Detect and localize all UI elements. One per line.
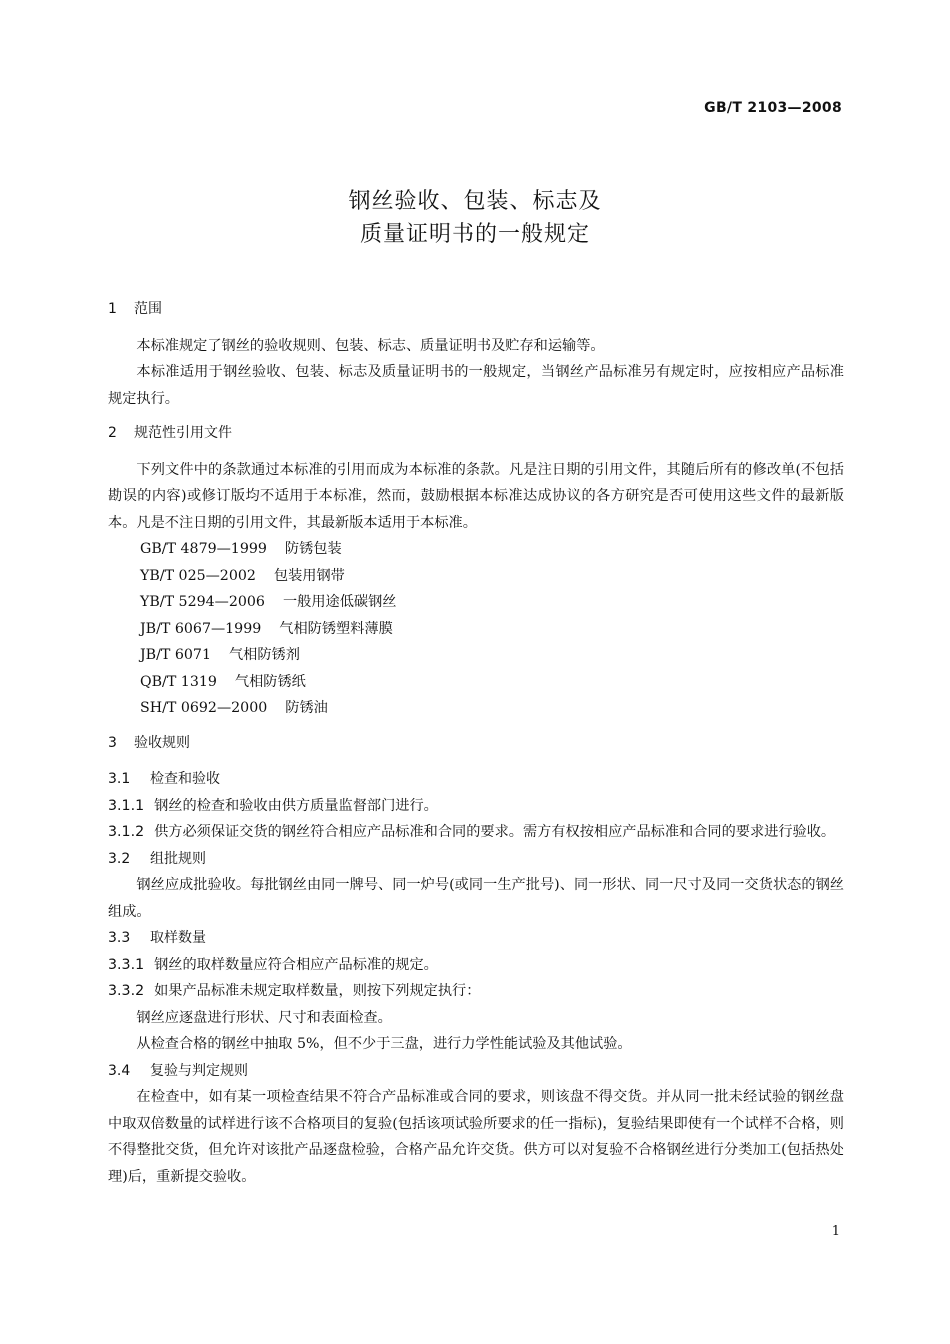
reference-code: QB/T 1319 — [140, 673, 217, 690]
reference-item — [108, 616, 844, 643]
reference-item — [108, 695, 844, 722]
clause-number: 3.3.2 — [108, 983, 145, 999]
page-number: 1 — [831, 1224, 840, 1239]
subsection-3-3-heading — [108, 925, 844, 952]
reference-name: 防锈包装 — [284, 541, 342, 557]
clause-3-3-2 — [108, 978, 844, 1005]
standard-code: GB/T 2103—2008 — [704, 100, 842, 116]
subsection-3-1-heading — [108, 766, 844, 793]
reference-item — [108, 642, 844, 669]
clause-text: 钢丝的取样数量应符合相应产品标准的规定。 — [154, 956, 438, 973]
reference-name: 气相防锈塑料薄膜 — [279, 620, 393, 637]
clause-text: 钢丝的检查和验收由供方质量监督部门进行。 — [154, 797, 438, 814]
paragraph: 本标准适用于钢丝验收、包装、标志及质量证明书的一般规定，当钢丝产品标准另有规定时，应按相应产品标准规定执行。 — [108, 364, 844, 407]
clause-text: 如果产品标准未规定取样数量，则按下列规定执行： — [154, 983, 481, 999]
subsection-title: 组批规则 — [150, 850, 206, 867]
document-body — [108, 296, 844, 1190]
reference-name: 防锈油 — [285, 700, 328, 716]
reference-name: 一般用途低碳钢丝 — [282, 594, 397, 610]
section-3-heading — [108, 730, 844, 757]
paragraph: 钢丝应逐盘进行形状、尺寸和表面检查。 — [136, 1009, 392, 1026]
reference-name: 包装用钢带 — [273, 567, 345, 584]
section-number: 2 — [108, 425, 117, 441]
subsection-title: 复验与判定规则 — [150, 1062, 248, 1079]
reference-list — [108, 536, 844, 722]
clause-number: 3.3.1 — [108, 956, 145, 973]
section-2-heading — [108, 420, 844, 447]
reference-code: JB/T 6071 — [140, 647, 211, 663]
section-title: 验收规则 — [134, 734, 190, 751]
section-number: 1 — [108, 301, 117, 317]
subsection-title: 检查和验收 — [150, 771, 220, 787]
clause-3-3-1 — [108, 952, 844, 979]
section-title: 范围 — [134, 301, 162, 317]
section-number: 3 — [108, 734, 117, 751]
paragraph: 在检查中，如有某一项检查结果不符合产品标准或合同的要求，则该盘不得交货。并从同一批未经试验的钢丝盘中取双倍数量的试样进行该不合格项目的复验(包括该项试验所要求的任一指标)，复验结果即使有一个试样不合格，则不得整批交货，但允许对该批产品逐盘检验，合格产品允许交货。供方可以对复验不合格钢丝进行分类加工(包括热处理)后，重新提交验收。 — [108, 1089, 844, 1185]
paragraph: 钢丝应成批验收。每批钢丝由同一牌号、同一炉号(或同一生产批号)、同一形状、同一尺寸及同一交货状态的钢丝组成。 — [108, 877, 844, 920]
paragraph: 下列文件中的条款通过本标准的引用而成为本标准的条款。凡是注日期的引用文件，其随后所有的修改单(不包括勘误的内容)或修订版均不适用于本标准，然而，鼓励根据本标准达成协议的各方研究是否可使用这些文件的最新版本。凡是不注日期的引用文件，其最新版本适用于本标准。 — [108, 461, 844, 531]
section-title: 规范性引用文件 — [134, 425, 232, 441]
reference-item — [108, 536, 844, 563]
document-title-line-2: 质量证明书的一般规定 — [359, 222, 590, 247]
clause-3-1-2 — [108, 819, 844, 846]
reference-name: 气相防锈纸 — [234, 673, 306, 690]
subsection-number: 3.2 — [108, 850, 131, 867]
reference-code: JB/T 6067—1999 — [140, 620, 262, 637]
reference-code: GB/T 4879—1999 — [140, 541, 267, 557]
reference-item — [108, 669, 844, 696]
reference-item — [108, 589, 844, 616]
reference-name: 气相防锈剂 — [228, 647, 300, 663]
paragraph: 从检查合格的钢丝中抽取 5%，但不少于三盘，进行力学性能试验及其他试验。 — [136, 1036, 632, 1052]
clause-text: 供方必须保证交货的钢丝符合相应产品标准和合同的要求。需方有权按相应产品标准和合同的要求进行验收。 — [154, 824, 836, 840]
section-1-heading — [108, 296, 844, 323]
subsection-number: 3.1 — [108, 771, 131, 787]
clause-number: 3.1.1 — [108, 797, 145, 814]
reference-code: YB/T 025—2002 — [140, 567, 256, 584]
subsection-3-2-heading — [108, 846, 844, 873]
clause-number: 3.1.2 — [108, 824, 145, 840]
reference-code: SH/T 0692—2000 — [140, 700, 268, 716]
subsection-title: 取样数量 — [150, 930, 206, 946]
subsection-number: 3.3 — [108, 930, 131, 946]
subsection-3-4-heading — [108, 1058, 844, 1085]
document-title-line-1: 钢丝验收、包装、标志及 — [348, 189, 602, 214]
reference-code: YB/T 5294—2006 — [140, 594, 265, 610]
clause-3-1-1 — [108, 793, 844, 820]
reference-item — [108, 563, 844, 590]
subsection-number: 3.4 — [108, 1062, 131, 1079]
paragraph: 本标准规定了钢丝的验收规则、包装、标志、质量证明书及贮存和运输等。 — [136, 337, 605, 354]
